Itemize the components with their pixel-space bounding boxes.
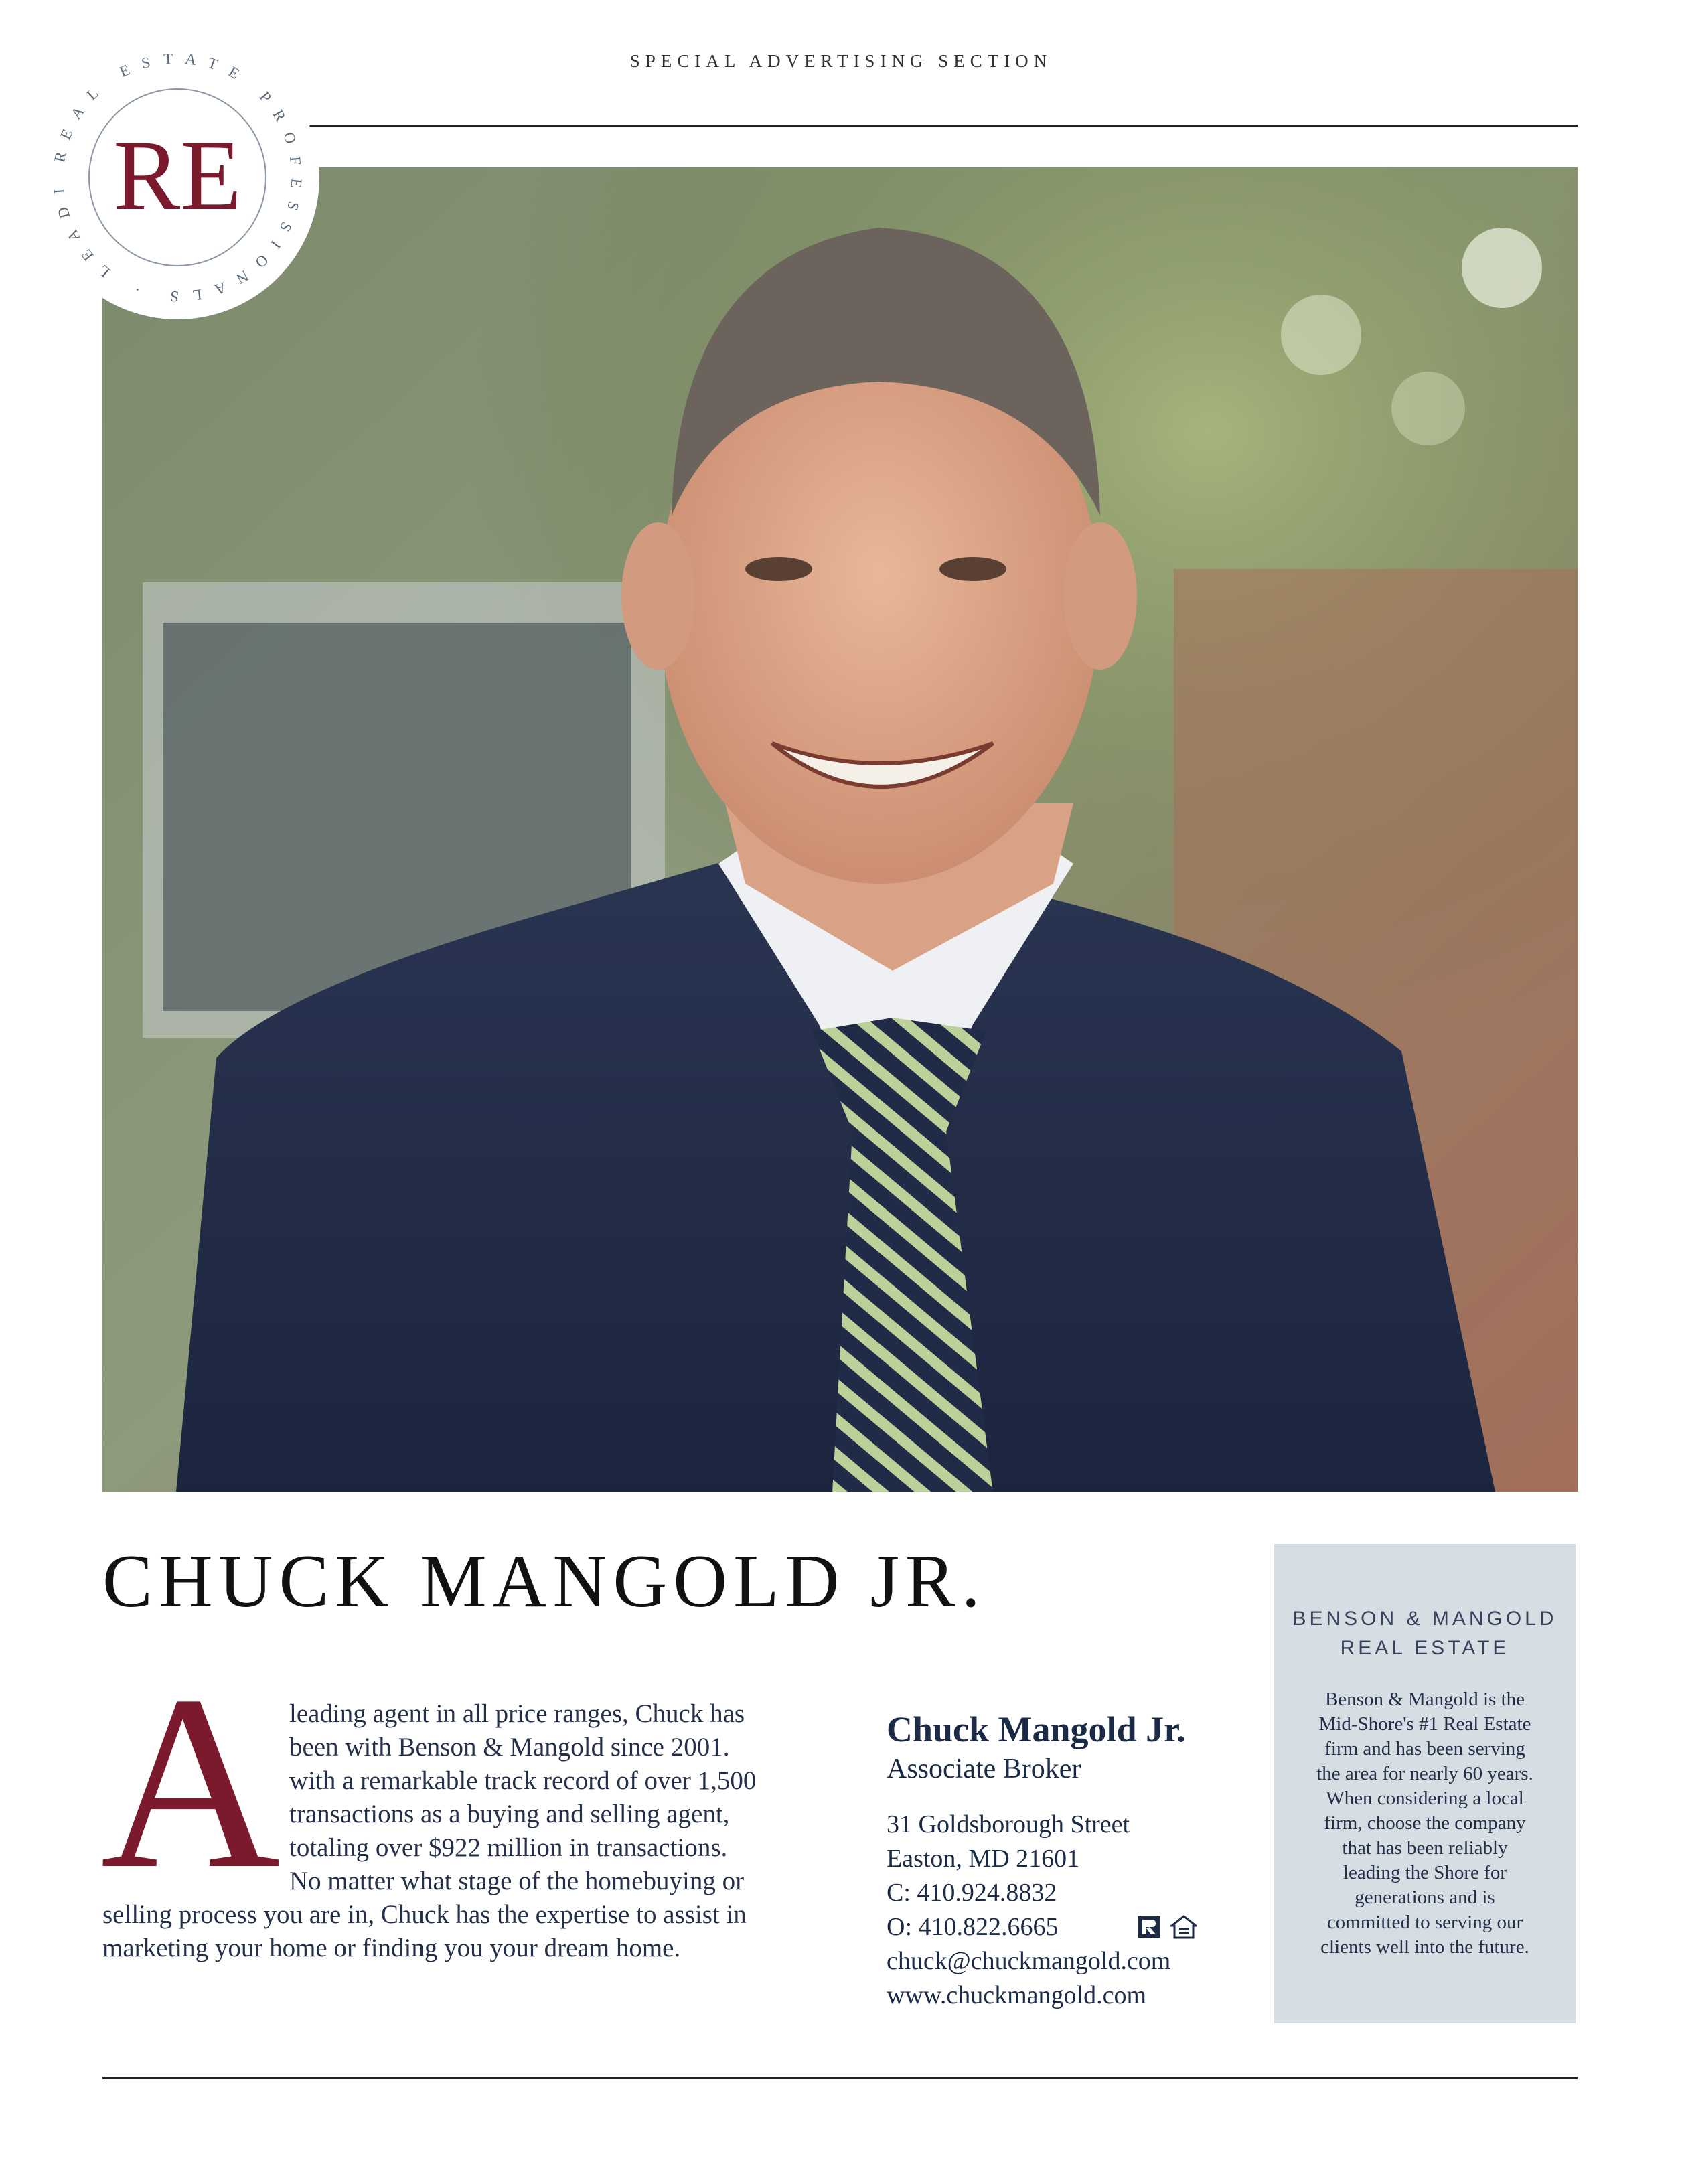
agent-name-headline: CHUCK MANGOLD JR. bbox=[102, 1540, 986, 1623]
company-name: BENSON & MANGOLD bbox=[1292, 1608, 1557, 1630]
bio-dropcap: A bbox=[100, 1645, 281, 1920]
equal-housing-opportunity-icon bbox=[1170, 1915, 1197, 1942]
sidebar-text-line: generations and is bbox=[1355, 1887, 1495, 1908]
bio-line: marketing your home or finding you your dream home. bbox=[102, 1934, 681, 1962]
section-label: SPECIAL ADVERTISING SECTION bbox=[629, 51, 1053, 71]
contact-email-link[interactable]: chuck@chuckmangold.com bbox=[887, 1947, 1171, 1975]
realtor-icon bbox=[1137, 1915, 1161, 1942]
contact-cell-phone[interactable]: C: 410.924.8832 bbox=[887, 1879, 1057, 1907]
contact-name: Chuck Mangold Jr. bbox=[887, 1709, 1186, 1749]
sidebar-text-line: firm and has been serving bbox=[1324, 1738, 1525, 1760]
contact-city: Easton, MD 21601 bbox=[887, 1845, 1080, 1873]
sidebar-text-line: Benson & Mangold is the bbox=[1324, 1689, 1525, 1710]
bio-line: totaling over $922 million in transactions. bbox=[289, 1833, 728, 1862]
company-name-subtitle: REAL ESTATE bbox=[1340, 1637, 1510, 1659]
re-badge-logo bbox=[33, 33, 321, 321]
bio-line: been with Benson & Mangold since 2001. bbox=[289, 1733, 730, 1762]
company-sidebar bbox=[1274, 1544, 1576, 2023]
sidebar-text-line: committed to serving our bbox=[1326, 1912, 1523, 1933]
bio-line: transactions as a buying and selling agent, bbox=[289, 1800, 730, 1828]
bottom-divider bbox=[102, 2077, 1578, 2079]
sidebar-text-line: firm, choose the company bbox=[1324, 1812, 1526, 1834]
top-divider bbox=[308, 125, 1578, 127]
contact-website-link[interactable]: www.chuckmangold.com bbox=[887, 1981, 1146, 2009]
contact-street: 31 Goldsborough Street bbox=[887, 1810, 1130, 1839]
bio-line: leading agent in all price ranges, Chuck has bbox=[289, 1699, 745, 1728]
contact-office-phone[interactable]: O: 410.822.6665 bbox=[887, 1913, 1059, 1941]
bio-line: selling process you are in, Chuck has the expertise to assist in bbox=[102, 1900, 747, 1929]
re-monogram: RE bbox=[113, 120, 242, 231]
bio-line: No matter what stage of the homebuying or bbox=[289, 1867, 745, 1895]
sidebar-text-line: the area for nearly 60 years. bbox=[1316, 1763, 1533, 1784]
sidebar-text-line: clients well into the future. bbox=[1320, 1936, 1529, 1958]
agent-photo bbox=[102, 167, 1578, 1492]
sidebar-text-line: leading the Shore for bbox=[1343, 1862, 1507, 1883]
bio-line: with a remarkable track record of over 1,500 bbox=[289, 1766, 757, 1795]
sidebar-text-line: Mid-Shore's #1 Real Estate bbox=[1318, 1713, 1531, 1735]
contact-title: Associate Broker bbox=[887, 1753, 1081, 1784]
sidebar-text-line: When considering a local bbox=[1326, 1788, 1524, 1809]
svg-text:REAL ESTATE PROFESSIONALS · LE: REAL ESTATE PROFESSIONALS · LEADI bbox=[50, 50, 305, 305]
sidebar-text-line: that has been reliably bbox=[1342, 1837, 1508, 1859]
